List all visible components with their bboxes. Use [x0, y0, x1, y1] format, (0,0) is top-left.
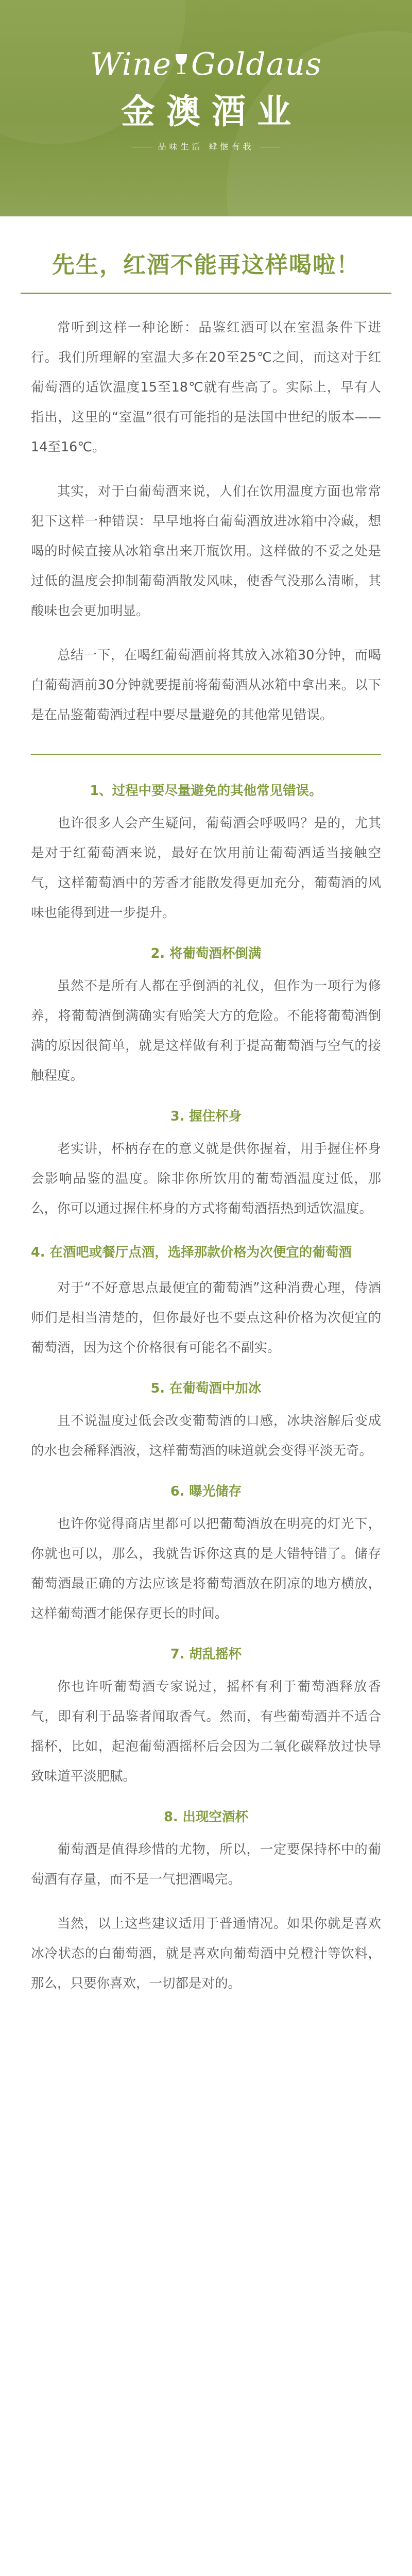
logo-english — [0, 46, 412, 82]
section-paragraph: 葡萄酒是值得珍惜的尤物，所以，一定要保持杯中的葡萄酒有存量，而不是一气把酒喝完。 — [31, 1842, 381, 1887]
intro-paragraph: 其实，对于白葡萄酒来说，人们在饮用温度方面也常常犯下这样一种错误：早早地将白葡萄酒放进冰箱中冷藏，想喝的时候直接从冰箱拿出来开瓶饮用。这样做的不妥之处是过低的温度会抑制葡萄酒散发风味，使香气没那么清晰，其酸味也会更加明显。 — [31, 484, 381, 619]
section-paragraph: 也许你觉得商店里都可以把葡萄酒放在明亮的灯光下，你就也可以，那么，我就告诉你这真的是大错特错了。储存葡萄酒最正确的方法应该是将葡萄酒放在阴凉的地方横放，这样葡萄酒才能保存更长的时间。 — [31, 1516, 381, 1621]
section-paragraph: 虽然不是所有人都在乎倒酒的礼仪，但作为一项行为修养，将葡萄酒倒满确实有贻笑大方的危险。不能将葡萄酒倒满的原因很简单，就是这样做有利于提高葡萄酒与空气的接触程度。 — [31, 978, 381, 1083]
section-heading: 7. 胡乱摇杯 — [170, 1647, 242, 1662]
section-heading: 2. 将葡萄酒杯倒满 — [150, 946, 262, 961]
section-heading: 4. 在酒吧或餐厅点酒，选择那款价格为次便宜的葡萄酒 — [31, 1245, 352, 1260]
section-heading: 6. 曝光储存 — [170, 1484, 242, 1499]
section-divider — [31, 754, 381, 755]
title-block — [0, 216, 412, 313]
section-heading: 5. 在葡萄酒中加冰 — [150, 1381, 262, 1396]
logo-en-left: Wine — [90, 46, 172, 82]
logo-slogan: 品味生活 肆惬有我 — [158, 142, 254, 151]
section-heading: 8. 出现空酒杯 — [164, 1809, 248, 1825]
section-paragraph: 对于“不好意思点最便宜的葡萄酒”这种消费心理，侍酒师们是相当清楚的，但你最好也不要点这种价格为次便宜的葡萄酒，因为这个价格很有可能名不副实。 — [31, 1280, 381, 1355]
header-banner — [0, 0, 412, 216]
section-paragraph: 且不说温度过低会改变葡萄酒的口感，冰块溶解后变成的水也会稀释酒液，这样葡萄酒的味道就会变得平淡无奇。 — [31, 1413, 381, 1459]
title-divider — [21, 293, 391, 294]
section-paragraph: 你也许听葡萄酒专家说过，摇杯有利于葡萄酒释放香气，即有利于品鉴者闻取香气。然而，有些葡萄酒并不适合摇杯，比如，起泡葡萄酒摇杯后会因为二氧化碳释放过快导致味道平淡肥腻。 — [31, 1679, 381, 1784]
section-heading: 1、过程中要尽量避免的其他常见错误。 — [90, 783, 322, 799]
closing-paragraph: 当然，以上这些建议适用于普通情况。如果你就是喜欢冰冷状态的白葡萄酒，就是喜欢向葡萄酒中兑橙汁等饮料，那么，只要你喜欢，一切都是对的。 — [31, 1916, 381, 1991]
brand-logo — [0, 46, 412, 152]
logo-slogan-row — [0, 140, 412, 152]
wine-glass-icon — [173, 52, 190, 77]
article-title: 先生，红酒不能再这样喝啦！ — [52, 252, 360, 278]
logo-en-right: Goldaus — [191, 46, 322, 82]
section-paragraph: 老实讲，杯柄存在的意义就是供你握着，用手握住杯身会影响品鉴的温度。除非你所饮用的葡萄酒温度过低，那么，你可以通过握住杯身的方式将葡萄酒捂热到适饮温度。 — [31, 1141, 381, 1216]
logo-chinese: 金澳酒业 — [121, 91, 302, 131]
article-body — [0, 313, 412, 1998]
section-heading: 3. 握住杯身 — [170, 1109, 242, 1124]
section-paragraph: 也许很多人会产生疑问，葡萄酒会呼吸吗？是的，尤其是对于红葡萄酒来说，最好在饮用前让葡萄酒适当接触空气，这样葡萄酒中的芳香才能散发得更加充分，葡萄酒的风味也能得到进一步提升。 — [31, 816, 381, 921]
intro-paragraph: 总结一下，在喝红葡萄酒前将其放入冰箱30分钟，而喝白葡萄酒前30分钟就要提前将葡萄酒从冰箱中拿出来。以下是在品鉴葡萄酒过程中要尽量避免的其他常见错误。 — [31, 648, 381, 723]
intro-paragraph: 常听到这样一种论断：品鉴红酒可以在室温条件下进行。我们所理解的室温大多在20至25℃之间，而这对于红葡萄酒的适饮温度15至18℃就有些高了。实际上，早有人指出，这里的“室温”很有可能指的是法国中世纪的版本——14至16℃。 — [31, 320, 381, 455]
